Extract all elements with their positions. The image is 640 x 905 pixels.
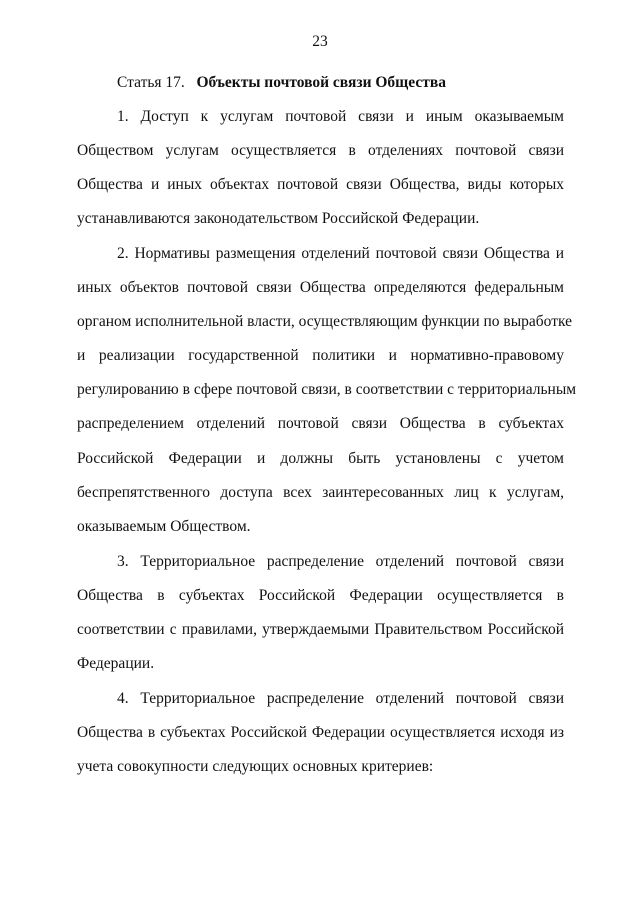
article-label: Статья 17. <box>117 74 185 91</box>
text-line: 3. Территориальное распределение отделений почтовой связи <box>117 553 564 570</box>
text-line: органом исполнительной власти, осуществляющим функции по выработке <box>77 313 573 330</box>
text-line: иных объектов почтовой связи Общества определяются федеральным <box>77 279 564 296</box>
text-line: распределением отделений почтовой связи Общества в субъектах <box>77 415 564 432</box>
page-number: 23 <box>312 33 328 50</box>
text-line: учета совокупности следующих основных критериев: <box>77 758 434 775</box>
text-line: устанавливаются законодательством Российской Федерации. <box>77 210 480 227</box>
text-line: Общества в субъектах Российской Федерации осуществляется исходя из <box>77 724 564 741</box>
text-line: беспрепятственного доступа всех заинтересованных лиц к услугам, <box>77 484 564 501</box>
text-line: 2. Нормативы размещения отделений почтовой связи Общества и <box>117 245 564 262</box>
article-heading <box>117 74 446 92</box>
text-line: 4. Территориальное распределение отделений почтовой связи <box>117 690 564 707</box>
text-line: Российской Федерации и должны быть установлены с учетом <box>77 450 564 467</box>
text-line: регулированию в сфере почтовой связи, в соответствии с территориальным <box>77 381 577 398</box>
article-title: Объекты почтовой связи Общества <box>196 74 446 91</box>
text-line: Общества в субъектах Российской Федерации осуществляется в <box>77 587 564 604</box>
text-line: Федерации. <box>77 655 155 672</box>
text-line: Обществом услугам осуществляется в отделениях почтовой связи <box>77 142 564 159</box>
text-line: и реализации государственной политики и нормативно-правовому <box>77 347 564 364</box>
text-line: соответствии с правилами, утверждаемыми Правительством Российской <box>77 621 564 638</box>
text-line: 1. Доступ к услугам почтовой связи и иным оказываемым <box>117 108 564 125</box>
text-line: оказываемым Обществом. <box>77 518 251 535</box>
text-line: Общества и иных объектах почтовой связи Общества, виды которых <box>77 176 564 193</box>
